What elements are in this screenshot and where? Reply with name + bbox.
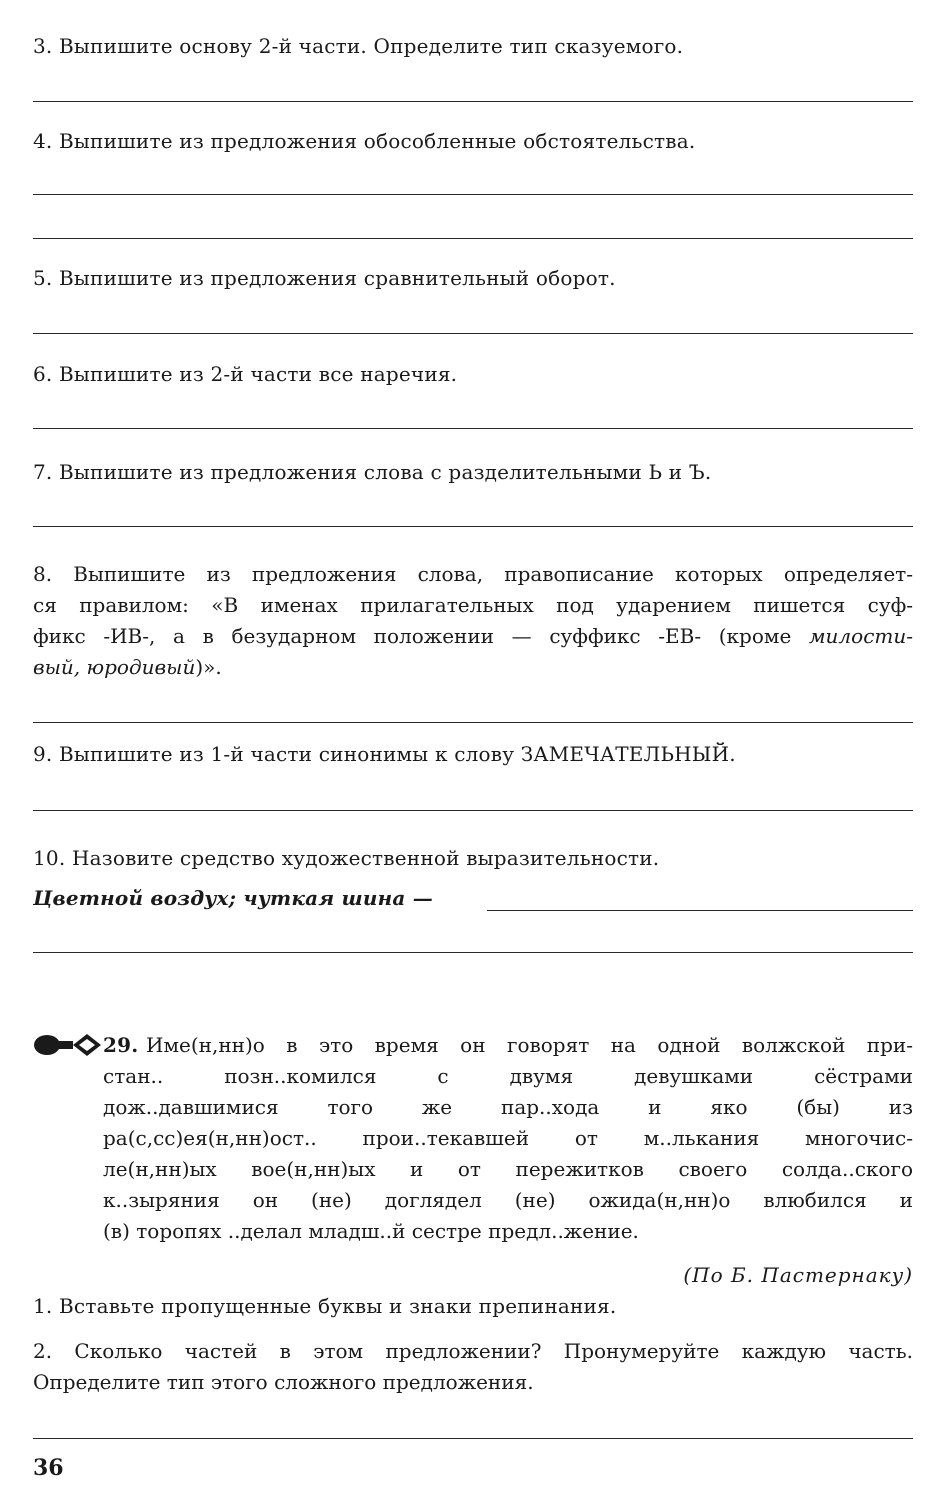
exercise-line: Име(н,нн)о в это время он говорят на одной волжской при- (146, 1033, 913, 1057)
page-number: 36 (33, 1455, 64, 1481)
answer-line (33, 101, 913, 102)
exercise-line: ле(н,нн)ых вое(н,нн)ых и от пережитков своего солда..ского (103, 1157, 913, 1181)
question-7: 7. Выпишите из предложения слова с разделительными Ь и Ъ. (33, 460, 712, 484)
question-3: 3. Выпишите основу 2-й части. Определите тип сказуемого. (33, 34, 684, 58)
answer-line (33, 428, 913, 429)
task-2-line: 2. Сколько частей в этом предложении? Пронумеруйте каждую часть. (33, 1339, 913, 1363)
exercise-line: стан.. позн..комился с двумя девушками сёстрами (103, 1064, 913, 1088)
task-2 (33, 1336, 913, 1398)
answer-line (33, 810, 913, 811)
question-6: 6. Выпишите из 2-й части все наречия. (33, 362, 458, 386)
answer-line (33, 238, 913, 239)
task-1: 1. Вставьте пропущенные буквы и знаки препинания. (33, 1294, 617, 1318)
question-8-line (33, 652, 913, 683)
exercise-29-number: 29. (103, 1033, 139, 1057)
answer-line (33, 952, 913, 953)
exercise-line: ра(с,сс)ея(н,нн)ост.. прои..текавшей от м..лькания многочис- (103, 1126, 913, 1150)
question-8-text: фикс -ИВ-, а в безударном положении — суффикс -ЕВ- (кроме (33, 624, 792, 648)
answer-line (487, 910, 913, 911)
question-10: 10. Назовите средство художественной выразительности. (33, 846, 660, 870)
answer-line (33, 1438, 913, 1439)
answer-line (33, 722, 913, 723)
question-8-example: вый, юродивый (33, 655, 196, 679)
question-5: 5. Выпишите из предложения сравнительный оборот. (33, 266, 616, 290)
question-8-example: милости- (808, 624, 913, 648)
question-9: 9. Выпишите из 1-й части синонимы к слову ЗАМЕЧАТЕЛЬНЫЙ. (33, 742, 736, 766)
exercise-marker-icon (33, 1032, 103, 1058)
exercise-line: дож..давшимися того же пар..хода и яко (бы) из (103, 1095, 913, 1119)
question-8-line: ся правилом: «В именах прилагательных под ударением пишется суф- (33, 593, 913, 617)
answer-line (33, 194, 913, 195)
question-8-line: 8. Выпишите из предложения слова, правописание которых определяет- (33, 562, 913, 586)
question-8-line (33, 621, 913, 652)
exercise-29-text (103, 1030, 913, 1247)
answer-line (33, 526, 913, 527)
question-8 (33, 559, 913, 683)
question-8-text: )». (195, 655, 222, 679)
task-2-line: Определите тип этого сложного предложения. (33, 1370, 534, 1394)
exercise-line: к..зыряния он (не) доглядел (не) ожида(н,нн)о влюбился и (103, 1188, 913, 1212)
answer-line (33, 333, 913, 334)
exercise-line: (в) торопях ..делал младш..й сестре предл..жение. (103, 1219, 639, 1243)
question-4: 4. Выпишите из предложения обособленные обстоятельства. (33, 129, 696, 153)
source-attribution: (По Б. Пастернаку) (683, 1263, 913, 1287)
question-10-example: Цветной воздух; чуткая шина — (33, 886, 433, 910)
